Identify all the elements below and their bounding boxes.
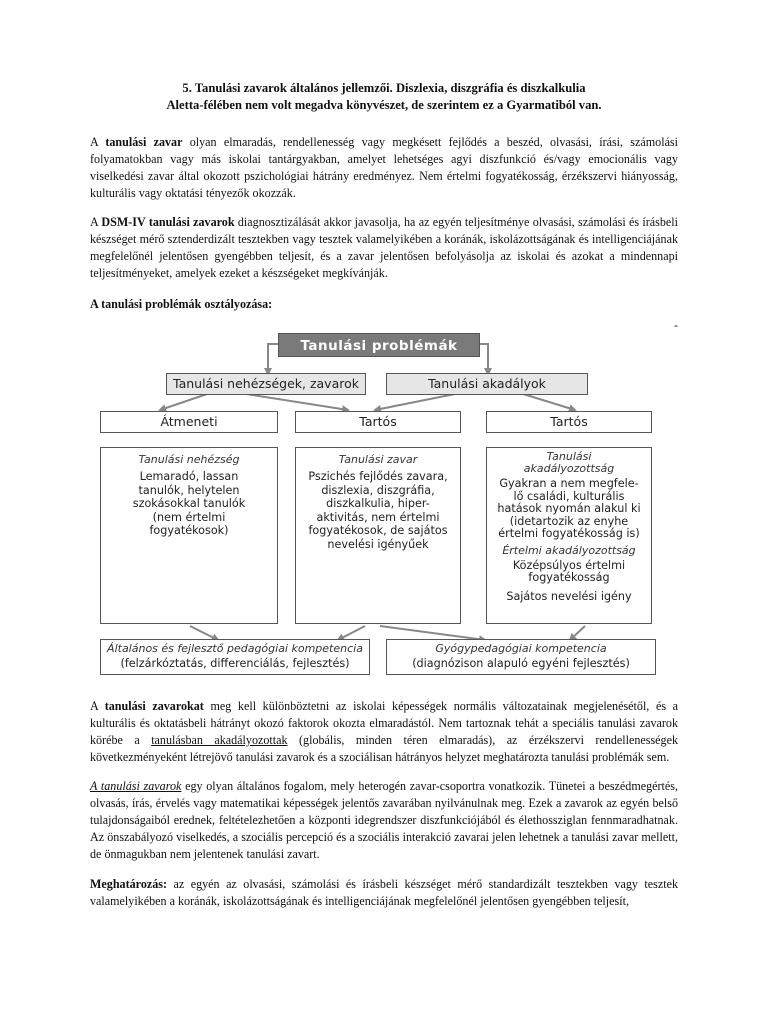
- text-line: (nem értelmi: [152, 510, 226, 524]
- text-fragment: A: [90, 215, 102, 229]
- box-col3-tartos: Tartós: [486, 411, 652, 433]
- text-line: akadályozottság: [523, 462, 615, 475]
- box-content: [487, 478, 651, 541]
- section-title: A tanulási problémák osztályozása:: [90, 297, 273, 311]
- text-fragment: A: [90, 135, 106, 149]
- box-gyogypedagogiai-kompetencia: [386, 639, 656, 675]
- text-line: lő családi, kulturális: [513, 489, 625, 503]
- text-line: Középsúlyos értelmi: [512, 558, 626, 572]
- box-content: [296, 470, 460, 551]
- text-line: Gyakran a nem megfele-: [499, 477, 639, 490]
- box-col2-tartos: Tartós: [295, 411, 461, 433]
- text-line: fogyatékosság: [528, 571, 610, 584]
- text-line: diszkalkulia, hiper-: [326, 497, 430, 510]
- heading-line-2: Aletta-félében nem volt megadva könyvészet, de szerintem ez a Gyarmatiból van.: [166, 98, 602, 112]
- paragraph-definition: [90, 134, 678, 202]
- text-line: aktivitás, nem értelmi: [316, 510, 440, 524]
- text-line: szokásokkal tanulók: [132, 497, 246, 510]
- text-line: értelmi fogyatékosság is): [498, 527, 640, 540]
- text-line: fogyatékosok, de sajátos: [308, 524, 448, 537]
- paragraph-megkulonboztetes: [90, 698, 678, 766]
- box-title: Tanulási nehézség: [138, 453, 240, 466]
- heading-line-1: 5. Tanulási zavarok általános jellemzői. Diszlexia, diszgráfia és diszkalkulia: [182, 81, 586, 95]
- paragraph-text: (globális, minden téren elmaradás), az érzékszervi rendellenességek következményeként létrejövő tanulási zavarok és a szociálisan hátrányos helyzet meghatározta tanulási problémák sem.: [90, 733, 678, 764]
- document-heading: [90, 80, 678, 114]
- term-dsm: DSM-IV tanulási zavarok: [101, 215, 235, 229]
- box-title: Tanulási zavar: [338, 453, 418, 466]
- term-a-tanulasi-zavarok: A tanulási zavarok: [90, 779, 182, 793]
- text-line: fogyatékosok): [149, 524, 229, 537]
- paragraph-dsm: [90, 214, 678, 282]
- text-line: hatások nyomán alakul ki: [497, 502, 641, 515]
- box-subtitle: Értelmi akadályozottság: [502, 543, 636, 557]
- box-title: Általános és fejlesztő pedagógiai kompetencia: [107, 642, 363, 655]
- box-col1-atmeneti: Átmeneti: [100, 411, 278, 433]
- box-nehezsegek-zavarok: Tanulási nehézségek, zavarok: [166, 373, 366, 395]
- paragraph-meghatarozas: [90, 876, 678, 910]
- term-meghatarozas: Meghatározás:: [90, 877, 168, 891]
- paragraph-text: egy olyan általános fogalom, mely heterogén zavar-csoportra vonatkozik. Tünetei a beszédmegértés, olvasás, írás, érvelés vagy matematikai képességek jelentős zavarában nyilvánulnak meg. Ezek a zavarok az egyén belső tulajdonságaiból erednek, feltételezhetően a központi idegrendszer diszfunkciójából és élethossziglan fennmaradhatnak. Az önszabályozó viselkedés, a szociális percepció és a szociális interakció zavarai jelen lehetnek a tanulási zavar mellett, de önmagukban nem jelentenek tanulási zavart.: [90, 779, 678, 861]
- term-tanulasban-akadalyozottak: tanulásban akadályozottak: [151, 733, 288, 747]
- box-content: [101, 470, 277, 538]
- box-tanulasi-akadalyozottsag: [486, 447, 652, 624]
- text-line: Pszichés fejlődés zavara,: [308, 470, 448, 483]
- text-line: tanulók, helytelen: [138, 483, 240, 497]
- box-tanulasi-problemak: Tanulási problémák: [278, 333, 480, 357]
- paragraph-text: meg kell különböztetni az iskolai képességek normális változatainak megjelenésétől, és a kulturális és oktatásbeli hátrányt okozó faktorok okozta elmaradástól. Nem tartoznak tehát a speciális tanulási zavarok körébe a: [90, 699, 679, 747]
- box-content: (diagnózison alapuló egyéni fejlesztés): [412, 657, 630, 670]
- stray-dash: -: [674, 318, 678, 332]
- term-tanulasi-zavar: tanulási zavar: [105, 135, 183, 149]
- paragraph-text: az egyén az olvasási, számolási és írásbeli készséget mérő standardizált tesztekben vagy tesztek valamelyikében a koránák, iskolázottságának és intelligenciájának megfelelőnél jelentősen gyengébben teljesít,: [90, 877, 678, 908]
- text-line: Tanulási: [546, 450, 592, 463]
- box-tanulasi-zavar: [295, 447, 461, 624]
- text-line: nevelési igényűek: [327, 537, 429, 551]
- classification-diagram: [90, 330, 680, 680]
- box-content: (felzárkóztatás, differenciálás, fejlesztés): [120, 657, 350, 670]
- box-tanulasi-nehezseg: [100, 447, 278, 624]
- box-content: Sajátos nevelési igény: [506, 589, 632, 603]
- box-altalanos-kompetencia: [100, 639, 370, 675]
- box-title: [487, 451, 651, 475]
- text-line: (idetartozik az enyhe: [509, 514, 629, 528]
- paragraph-altalanos-fogalom: [90, 778, 678, 863]
- text-fragment: A: [90, 699, 105, 713]
- box-akadalyok: Tanulási akadályok: [386, 373, 588, 395]
- paragraph-text: olyan elmaradás, rendellenesség vagy megkésett fejlődés a beszéd, olvasási, írási, számolási folyamatokban vagy más iskolai tantárgyakban, amelyet lehetséges agyi diszfunkció és/vagy emocionális vagy viselkedési zavar által okozott pszichológiai hátrány eredményez. Nem értelmi fogyatékosság, érzékszervi hiányosság, kulturális vagy oktatási tényezők okozzák.: [90, 135, 678, 200]
- term-tanulasi-zavarokat: tanulási zavarokat: [104, 699, 204, 713]
- text-line: diszlexia, diszgráfia,: [321, 483, 435, 497]
- box-title: Gyógypedagógiai kompetencia: [435, 642, 607, 655]
- paragraph-text: diagnosztizálását akkor javasolja, ha az egyén teljesítménye olvasási, számolási és írásbeli készséget mérő sztenderdizált tesztekben vagy tesztek valamelyikében a koránák, iskolázottságának és intelligenciájának megfelelőnél jelentősen gyengébben teljesít, és a zavar jelentősen befolyásolja az iskolai és azokat a mindennapi teljesítményeket, amelyek ezeket a készségeket megkívánják.: [90, 215, 679, 280]
- text-line: Lemaradó, lassan: [139, 470, 239, 483]
- box-content: [487, 560, 651, 585]
